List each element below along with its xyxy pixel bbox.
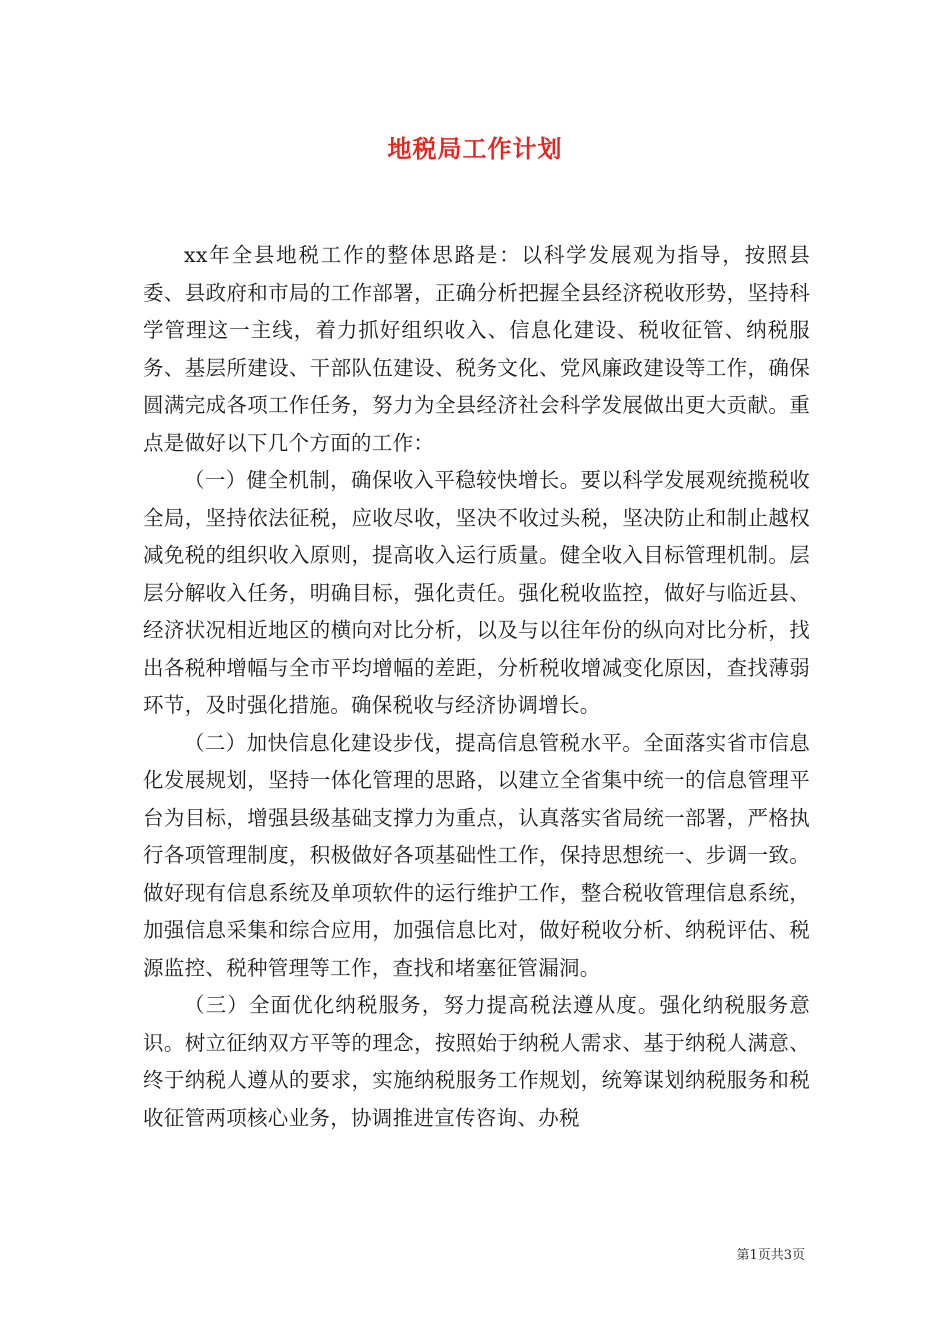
paragraph-section-1: （一）健全机制，确保收入平稳较快增长。要以科学发展观统揽税收全局，坚持依法征税，应收尽收，坚决不收过头税，坚决防止和制止越权减免税的组织收入原则，提高收入运行质量。健全收入目标管理机制。层层分解收入任务，明确目标，强化责任。强化税收监控，做好与临近县、经济状况相近地区的横向对比分析，以及与以往年份的纵向对比分析，找出各税种增幅与全市平均增幅的差距，分析税收增减变化原因，查找薄弱环节，及时强化措施。确保税收与经济协调增长。 (143, 468, 810, 717)
document-title: 地税局工作计划 (387, 134, 563, 163)
document-body (143, 237, 810, 1137)
paragraph-intro: xx年全县地税工作的整体思路是：以科学发展观为指导，按照县委、县政府和市局的工作部署，正确分析把握全县经济税收形势，坚持科学管理这一主线，着力抓好组织收入、信息化建设、税收征管、纳税服务、基层所建设、干部队伍建设、税务文化、党风廉政建设等工作，确保圆满完成各项工作任务，努力为全县经济社会科学发展做出更大贡献。重点是做好以下几个方面的工作： (143, 243, 810, 455)
page-number: 第1页共3页 (736, 1248, 805, 1263)
paragraph-section-2: （二）加快信息化建设步伐，提高信息管税水平。全面落实省市信息化发展规划，坚持一体化管理的思路，以建立全省集中统一的信息管理平台为目标，增强县级基础支撑力为重点，认真落实省局统一部署，严格执行各项管理制度，积极做好各项基础性工作，保持思想统一、步调一致。做好现有信息系统及单项软件的运行维护工作，整合税收管理信息系统，加强信息采集和综合应用，加强信息比对，做好税收分析、纳税评估、税源监控、税种管理等工作，查找和堵塞征管漏洞。 (143, 730, 810, 980)
paragraph-section-3: （三）全面优化纳税服务，努力提高税法遵从度。强化纳税服务意识。树立征纳双方平等的理念，按照始于纳税人需求、基于纳税人满意、终于纳税人遵从的要求，实施纳税服务工作规划，统筹谋划纳税服务和税收征管两项核心业务，协调推进宣传咨询、办税 (143, 993, 810, 1130)
